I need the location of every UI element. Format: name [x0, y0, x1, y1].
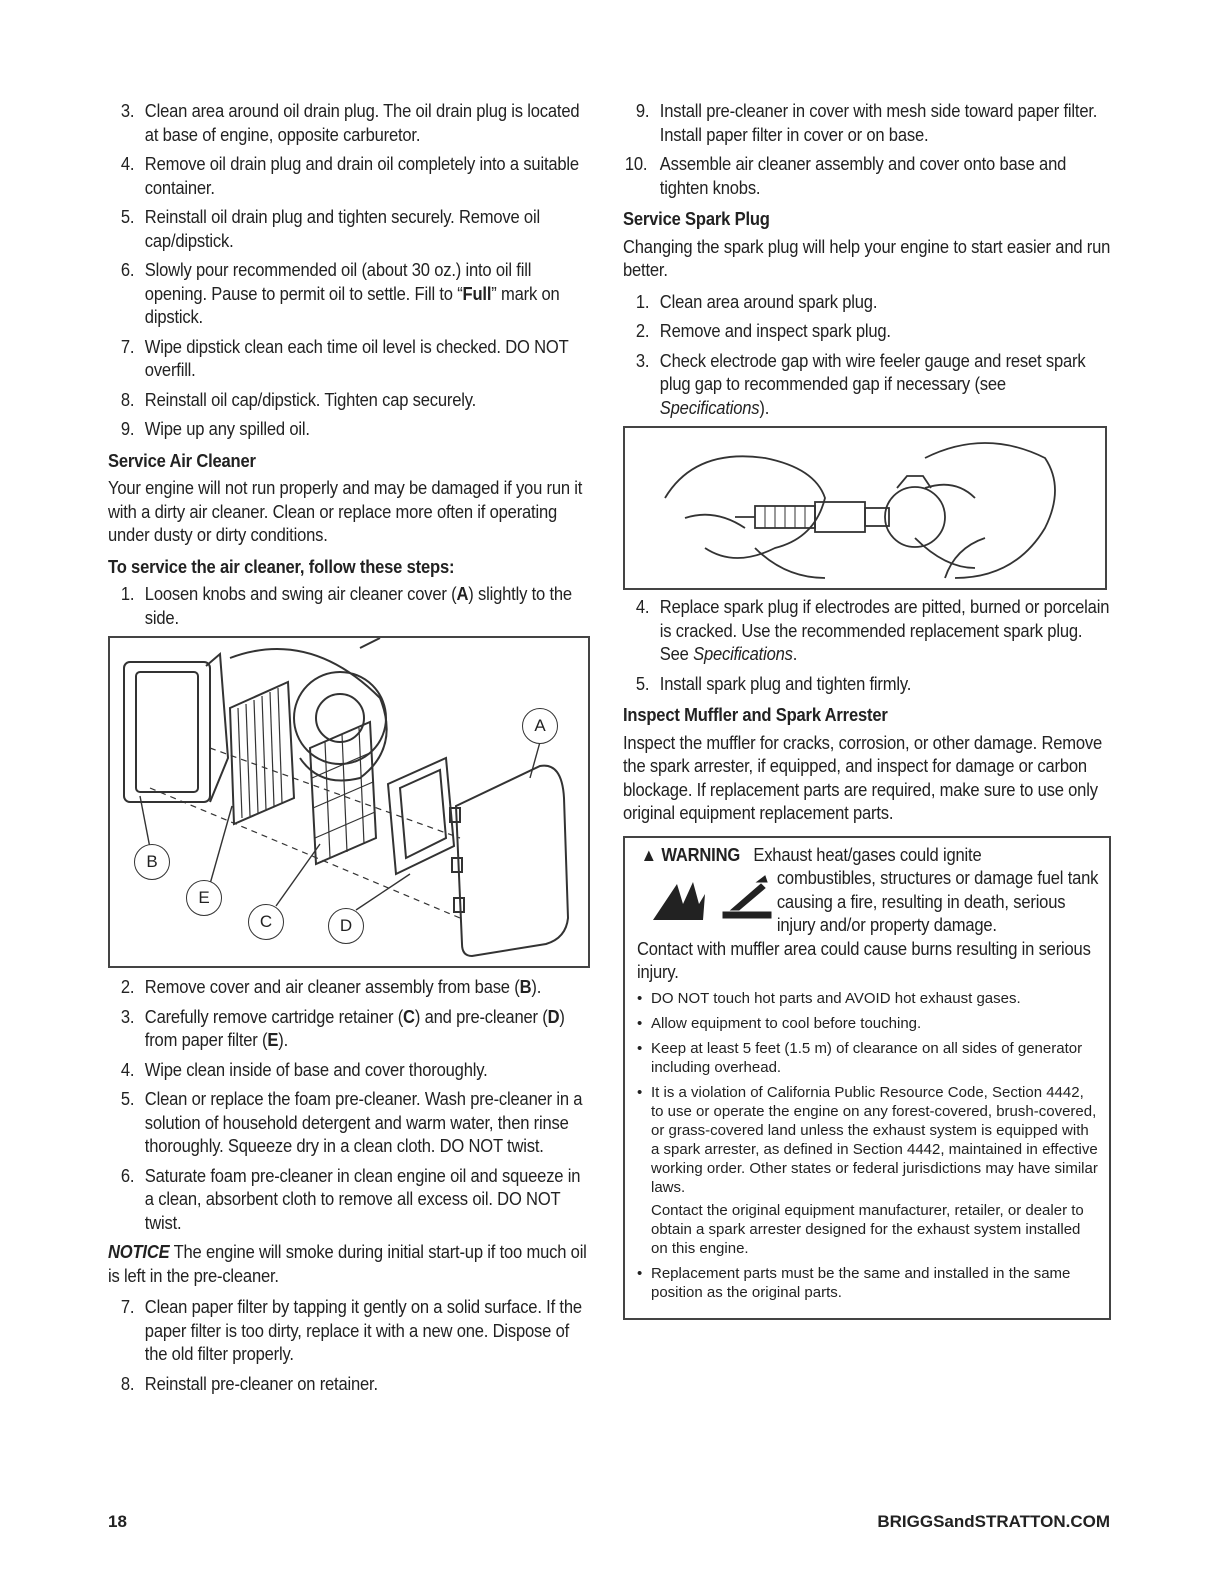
list-item: 9. Install pre-cleaner in cover with mesh side toward paper filter. Install paper filter in cover or on base. [635, 101, 1098, 145]
spark-plug-steps-2 [623, 596, 1111, 696]
callout-b: B [134, 844, 170, 880]
section-heading-spark-plug: Service Spark Plug [623, 209, 770, 229]
warning-bullets [637, 989, 1099, 1302]
callout-d: D [328, 908, 364, 944]
list-item: 1. Clean area around spark plug. [635, 291, 878, 312]
list-item: 1. Loosen knobs and swing air cleaner cover (A) slightly to the side. [120, 584, 572, 628]
list-item: 3. Check electrode gap with wire feeler gauge and reset spark plug gap to recommended gap if necessary (see Specifications). [635, 350, 1086, 418]
list-item: • Allow equipment to cool before touching. [637, 1014, 1099, 1033]
section-heading-muffler: Inspect Muffler and Spark Arrester [623, 705, 888, 725]
list-item: 8. Reinstall pre-cleaner on retainer. [120, 1373, 378, 1394]
air-cleaner-steps-4 [623, 100, 1111, 200]
list-item: 10. Assemble air cleaner assembly and cover onto base and tighten knobs. [624, 154, 1067, 198]
list-item: 8. Reinstall oil cap/dipstick. Tighten cap securely. [120, 389, 477, 410]
spark-plug-steps-1 [623, 291, 1111, 421]
list-item: 5. Clean or replace the foam pre-cleaner. Wash pre-cleaner in a solution of household detergent and warm water, then rinse thoroughly. Squeeze dry in a clean cloth. DO NOT twist. [120, 1089, 583, 1156]
callout-a: A [522, 708, 558, 744]
oil-change-steps [108, 100, 592, 442]
warning-title-text: Exhaust heat/gases could ignite [753, 844, 982, 865]
notice-label: NOTICE [108, 1242, 170, 1262]
list-item: • DO NOT touch hot parts and AVOID hot exhaust gases. [637, 989, 1099, 1008]
bullet-subtext: Contact the original equipment manufacturer, retailer, or dealer to obtain a spark arrester designed for the exhaust system installed on this engine. [651, 1201, 1084, 1257]
section-heading-air-cleaner: Service Air Cleaner [108, 450, 256, 471]
list-item: 4. Wipe clean inside of base and cover thoroughly. [120, 1059, 488, 1080]
list-item: • Keep at least 5 feet (1.5 m) of clearance on all sides of generator including overhead. [637, 1039, 1099, 1077]
callout-e: E [186, 880, 222, 916]
list-item: 5. Install spark plug and tighten firmly. [635, 673, 912, 694]
spark-plug-illustration [623, 426, 1107, 590]
air-cleaner-paragraph: Your engine will not run properly and may be damaged if you run it with a dirty air cleaner. Clean or replace more often if operating under dusty or dirty conditions. [108, 478, 583, 545]
subheading-steps: To service the air cleaner, follow these steps: [108, 556, 455, 577]
air-cleaner-steps-1 [108, 583, 592, 630]
spark-plug-drawing [625, 428, 1105, 588]
warning-icon-text: combustibles, structures or damage fuel tank causing a fire, resulting in death, serious injury and/or property damage. [776, 868, 1099, 935]
warning-triangle-icon: ▲ [640, 844, 657, 865]
list-item: 4. Remove oil drain plug and drain oil completely into a suitable container. [120, 154, 579, 198]
list-item: 2. Remove and inspect spark plug. [635, 321, 891, 341]
list-item: 6. Slowly pour recommended oil (about 30 oz.) into oil fill opening. Pause to permit oil to settle. Fill to “Full” mark on dipstick. [120, 260, 560, 327]
list-item: 3. Clean area around oil drain plug. The oil drain plug is located at base of engine, opposite carburetor. [120, 101, 580, 145]
list-item: 4. Replace spark plug if electrodes are pitted, burned or porcelain is cracked. Use the recommended replacement spark plug. See Specifications. [635, 597, 1110, 664]
list-item: 7. Wipe dipstick clean each time oil level is checked. DO NOT overfill. [120, 336, 569, 380]
list-item: • It is a violation of California Public Resource Code, Section 4442, to use or operate the engine on any forest-covered, brush-covered, or grass-covered land unless the exhaust system is equipped with a spark arrester, as defined in Section 4442, maintained in effective working order. Other states or federal jurisdictions may have similar laws. Contact the original equipment manufacturer, retailer, or dealer to obtain a spark arrester designed for the exhaust system installed on this engine. [637, 1083, 1099, 1258]
muffler-paragraph: Inspect the muffler for cracks, corrosion, or other damage. Remove the spark arrester, if equipped, and inspect for damage or carbon blockage. If replacement parts are required, make sure to use only original equipment replacement parts. [623, 732, 1103, 823]
warning-box [623, 836, 1111, 1320]
callout-c: C [248, 904, 284, 940]
list-item: 3. Carefully remove cartridge retainer (C) and pre-cleaner (D) from paper filter (E). [120, 1006, 565, 1050]
list-item: 6. Saturate foam pre-cleaner in clean engine oil and squeeze in a clean, absorbent cloth to remove all excess oil. DO NOT twist. [120, 1165, 581, 1233]
warning-contact-text: Contact with muffler area could cause burns resulting in serious injury. [637, 938, 1091, 982]
hot-surface-icon [717, 874, 777, 924]
air-cleaner-illustration [108, 636, 590, 968]
list-item: 2. Remove cover and air cleaner assembly from base (B). [120, 977, 542, 997]
list-item: 5. Reinstall oil drain plug and tighten securely. Remove oil cap/dipstick. [120, 207, 540, 251]
air-cleaner-steps-3 [108, 1296, 592, 1396]
right-column [623, 100, 1111, 1320]
air-cleaner-steps-2 [108, 976, 592, 1235]
list-item: • Replacement parts must be the same and installed in the same position as the original parts. [637, 1264, 1099, 1302]
left-column [108, 100, 592, 1402]
page-number: 18 [108, 1512, 127, 1531]
list-item: 7. Clean paper filter by tapping it gently on a solid surface. If the paper filter is too dirty, replace it with a new one. Dispose of the old filter properly. [120, 1297, 582, 1364]
spark-plug-paragraph: Changing the spark plug will help your engine to start easier and run better. [623, 236, 1111, 280]
warning-title: WARNING [661, 844, 741, 865]
warning-header [641, 844, 1099, 868]
website-link[interactable]: BRIGGSandSTRATTON.COM [877, 1512, 1110, 1531]
list-item: 9. Wipe up any spilled oil. [120, 419, 310, 439]
notice-paragraph: NOTICE The engine will smoke during initial start-up if too much oil is left in the pre-cleaner. [108, 1242, 587, 1286]
